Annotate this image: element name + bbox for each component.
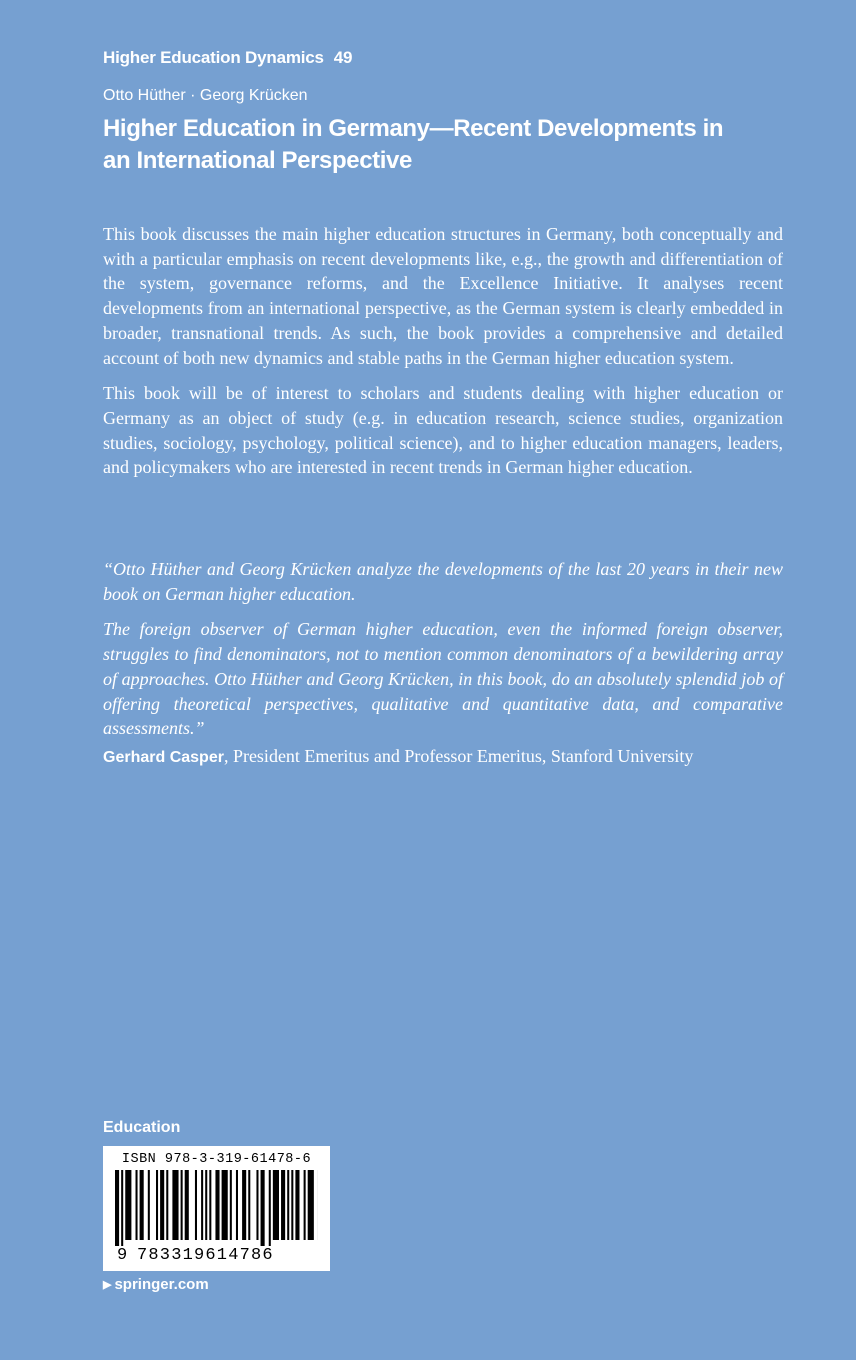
quote-paragraph-2: The foreign observer of German higher education, even the informed foreign observer, struggles to find denominators, not to mention common denominators of a bewildering array of approaches. Otto Hüther and Georg Krücken, in this book, do an absolutely splendid job of offering theoretical perspectives, qualitative and quantitative data, and comparative assessments.”: [103, 619, 783, 739]
attribution-role: , President Emeritus and Professor Emeritus, Stanford University: [223, 746, 694, 766]
barcode-bar: [256, 1170, 258, 1240]
barcode-bar: [195, 1170, 197, 1240]
quote-attribution: [103, 744, 803, 771]
triangle-right-icon: ▶: [103, 1279, 112, 1291]
barcode-bar: [121, 1170, 123, 1246]
book-title: Higher Education in Germany—Recent Developments in an International Perspective: [103, 115, 724, 174]
barcode-bar: [291, 1170, 293, 1240]
description-paragraph-1: This book discusses the main higher education structures in Germany, both conceptually and with a particular emphasis on recent developments like, e.g., the growth and differentiation of the system, governance reforms, and the Excellence Initiative. It analyses recent developments from an international perspective, as the German system is clearly embedded in broader, transnational trends. As such, the book provides a comprehensive and detailed account of both new dynamics and stable paths in the German higher education system.: [103, 224, 783, 368]
barcode-bar: [269, 1170, 271, 1246]
barcode-bar: [185, 1170, 189, 1240]
barcode-bar: [222, 1170, 228, 1240]
isbn-remaining-digits: 783319614786: [137, 1246, 274, 1265]
barcode-bar: [148, 1170, 150, 1240]
series-number: 49: [333, 48, 353, 67]
barcode-bar: [115, 1170, 119, 1246]
barcode-bar: [236, 1170, 238, 1240]
barcode-bar: [281, 1170, 285, 1240]
subject-category: Education: [103, 1119, 181, 1136]
barcode-bar: [181, 1170, 183, 1240]
series-heading: [103, 48, 352, 68]
barcode-bar: [201, 1170, 203, 1240]
barcode-bar: [304, 1170, 306, 1240]
barcode-bar: [156, 1170, 158, 1240]
barcode-bar: [209, 1170, 211, 1240]
quote-paragraph-1: “Otto Hüther and Georg Krücken analyze the developments of the last 20 years in their new book on German higher education.: [103, 559, 783, 604]
barcode-bar: [230, 1170, 232, 1240]
barcode-bars: [115, 1170, 318, 1246]
endorsement-quote: [103, 557, 783, 752]
barcode-bar: [215, 1170, 219, 1240]
barcode-bar: [295, 1170, 299, 1240]
publisher-link[interactable]: [103, 1276, 209, 1293]
barcode-bar: [166, 1170, 168, 1240]
barcode-bar: [125, 1170, 131, 1240]
barcode-bar: [172, 1170, 178, 1240]
barcode-bar: [140, 1170, 144, 1240]
description: [103, 222, 783, 491]
isbn-first-digit: 9: [117, 1246, 128, 1265]
barcode-bar: [287, 1170, 289, 1240]
series-name: Higher Education Dynamics: [103, 48, 324, 67]
barcode-bar: [261, 1170, 265, 1246]
authors: Otto Hüther · Georg Krücken: [103, 87, 308, 104]
barcode-bar: [242, 1170, 246, 1240]
barcode-bar: [248, 1170, 250, 1240]
isbn-label: ISBN 978-3-319-61478-6: [121, 1152, 312, 1167]
isbn-barcode: [103, 1146, 330, 1271]
barcode-bar: [205, 1170, 207, 1240]
description-paragraph-2: This book will be of interest to scholars and students dealing with higher education or Germany as an object of study (e.g. in education research, science studies, organization studies, sociology, psychology, political science), and to higher education managers, leaders, and policymakers who are interested in recent trends in German higher education.: [103, 383, 783, 478]
barcode-bar: [273, 1170, 279, 1240]
barcode-bar: [308, 1170, 314, 1240]
attribution-name: Gerhard Casper: [103, 749, 224, 766]
publisher-url: springer.com: [114, 1276, 209, 1293]
barcode-bar: [136, 1170, 138, 1240]
barcode-bar: [160, 1170, 164, 1240]
